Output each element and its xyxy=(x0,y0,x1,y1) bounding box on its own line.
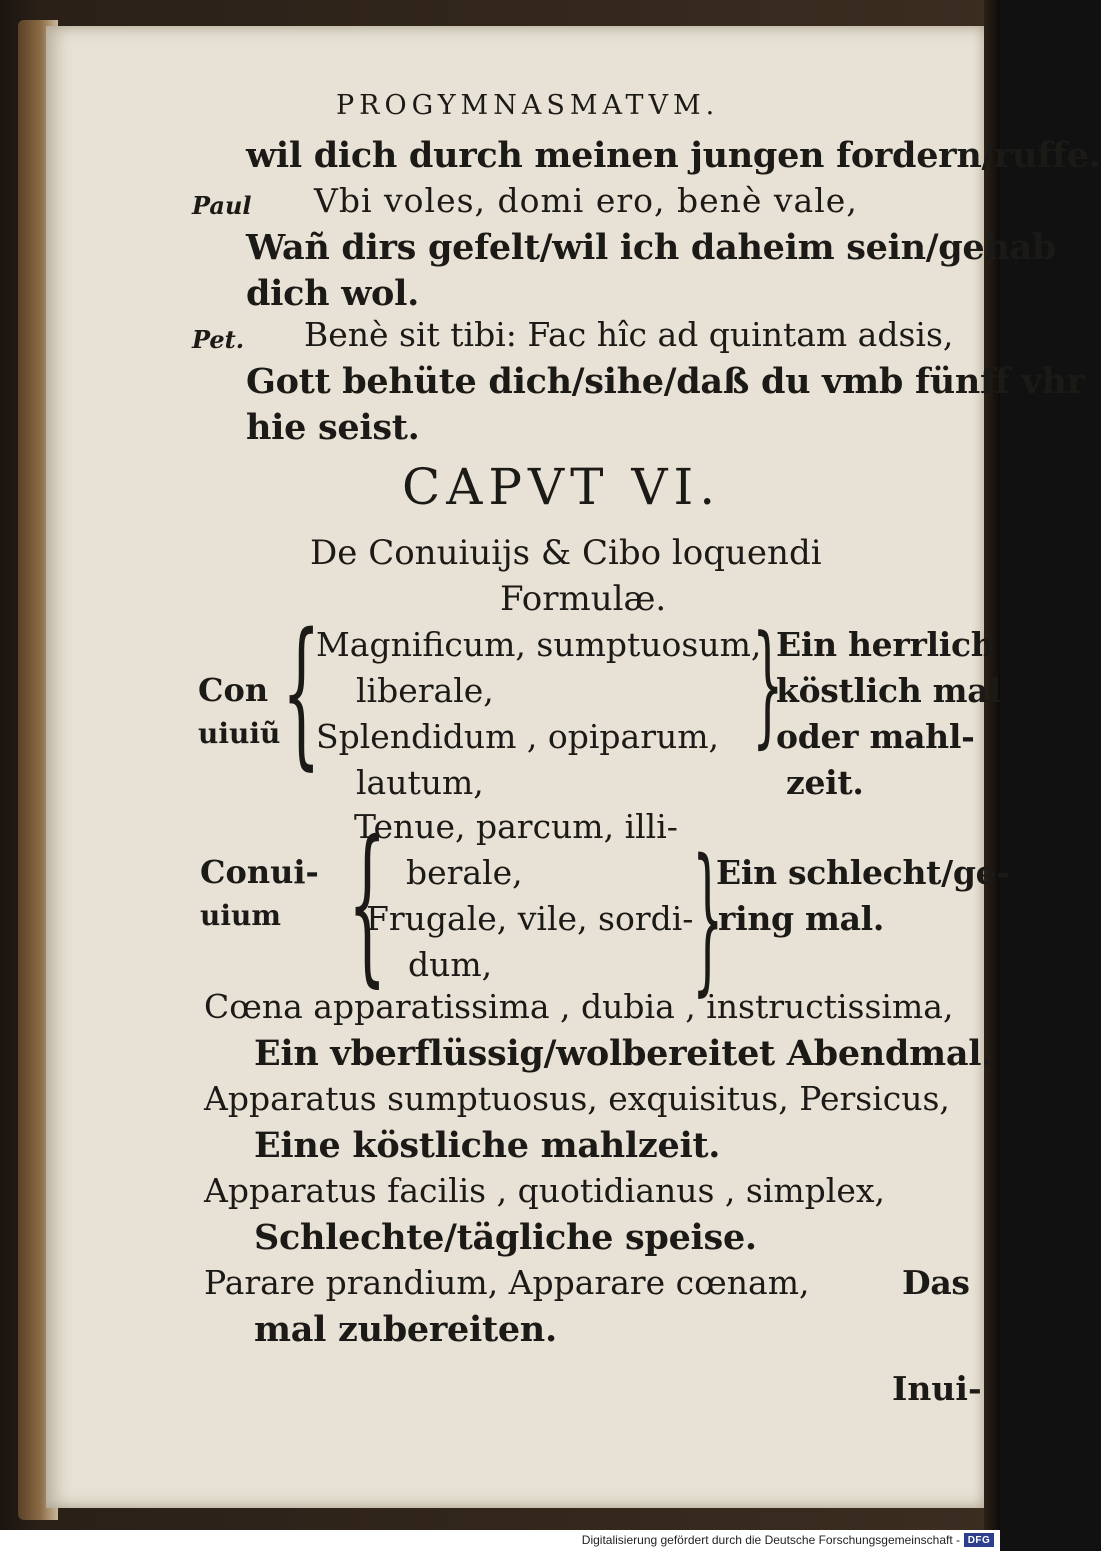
chapter-subtitle-1: De Conuiuijs & Cibo loquendi xyxy=(310,533,822,573)
group1-left-brace: { xyxy=(282,598,321,785)
entry-4-german-2: mal zubereiten. xyxy=(254,1309,557,1350)
book-page xyxy=(46,26,1101,1508)
paul-german-2: dich wol. xyxy=(246,273,419,314)
group2-left-brace: { xyxy=(348,804,387,1003)
group1-latin-4: lautum, xyxy=(356,763,484,802)
chapter-title: CAPVT VI. xyxy=(402,458,722,516)
group2-latin-2: berale, xyxy=(406,853,523,892)
group2-label-1: Conui- xyxy=(200,853,319,891)
group1-german-4: zeit. xyxy=(786,763,864,802)
group2-latin-4: dum, xyxy=(408,945,493,984)
speaker-pet: Pet. xyxy=(192,325,245,354)
group1-label-1: Con xyxy=(198,671,269,709)
entry-4-latin: Parare prandium, Apparare cœnam, xyxy=(204,1263,810,1302)
entry-3-german: Schlechte/tägliche speise. xyxy=(254,1217,757,1258)
group1-latin-3: Splendidum , opiparum, xyxy=(316,717,720,756)
group2-latin-3: Frugale, vile, sordi- xyxy=(366,899,694,938)
chapter-subtitle-2: Formulæ. xyxy=(500,579,667,619)
entry-1-latin: Cœna apparatissima , dubia , instructissima, xyxy=(204,987,954,1026)
paul-german-1: Wañ dirs gefelt/wil ich daheim sein/gehab xyxy=(246,227,1057,268)
group1-german-2: köstlich mal xyxy=(776,671,1001,710)
footer-credit: Digitalisierung gefördert durch die Deutsche Forschungsgemeinschaft - xyxy=(581,1533,960,1547)
group2-label-2: uium xyxy=(200,899,281,932)
group2-german-2: ring mal. xyxy=(718,899,885,938)
group1-latin-1: Magnificum, sumptuosum, xyxy=(316,625,762,664)
paul-latin: Vbi voles, domi ero, benè vale, xyxy=(314,181,858,220)
pet-latin: Benè sit tibi: Fac hîc ad quintam adsis, xyxy=(304,315,954,354)
entry-2-german: Eine köstliche mahlzeit. xyxy=(254,1125,721,1166)
group1-german-3: oder mahl- xyxy=(776,717,975,756)
entry-3-latin: Apparatus facilis , quotidianus , simplex, xyxy=(204,1171,885,1210)
digitization-footer xyxy=(0,1530,1000,1551)
group1-label-2: uiuiũ xyxy=(198,717,281,750)
catchword: Inui- xyxy=(892,1369,982,1408)
running-head: PROGYMNASMATVM. xyxy=(336,90,720,121)
group2-german-1: Ein schlecht/ge- xyxy=(716,853,1010,892)
dialogue-line-1: wil dich durch meinen jungen fordern/ruffe. xyxy=(246,135,1101,176)
entry-2-latin: Apparatus sumptuosus, exquisitus, Persicus, xyxy=(204,1079,950,1118)
group2-latin-1: Tenue, parcum, illi- xyxy=(354,807,678,846)
pet-german-2: hie seist. xyxy=(246,407,420,448)
pet-german-1: Gott behüte dich/sihe/daß du vmb fünff vhr xyxy=(246,361,1085,402)
entry-1-german: Ein vberflüssig/wolbereitet Abendmal. xyxy=(254,1033,994,1074)
group1-latin-2: liberale, xyxy=(356,671,494,710)
entry-4-german-1: Das xyxy=(902,1263,970,1302)
group1-german-1: Ein herrlich xyxy=(776,625,995,664)
speaker-paul: Paul xyxy=(192,191,252,220)
group2-right-brace: } xyxy=(692,824,724,1011)
dfg-logo: DFG xyxy=(964,1533,994,1547)
group1-right-brace: } xyxy=(752,607,784,761)
